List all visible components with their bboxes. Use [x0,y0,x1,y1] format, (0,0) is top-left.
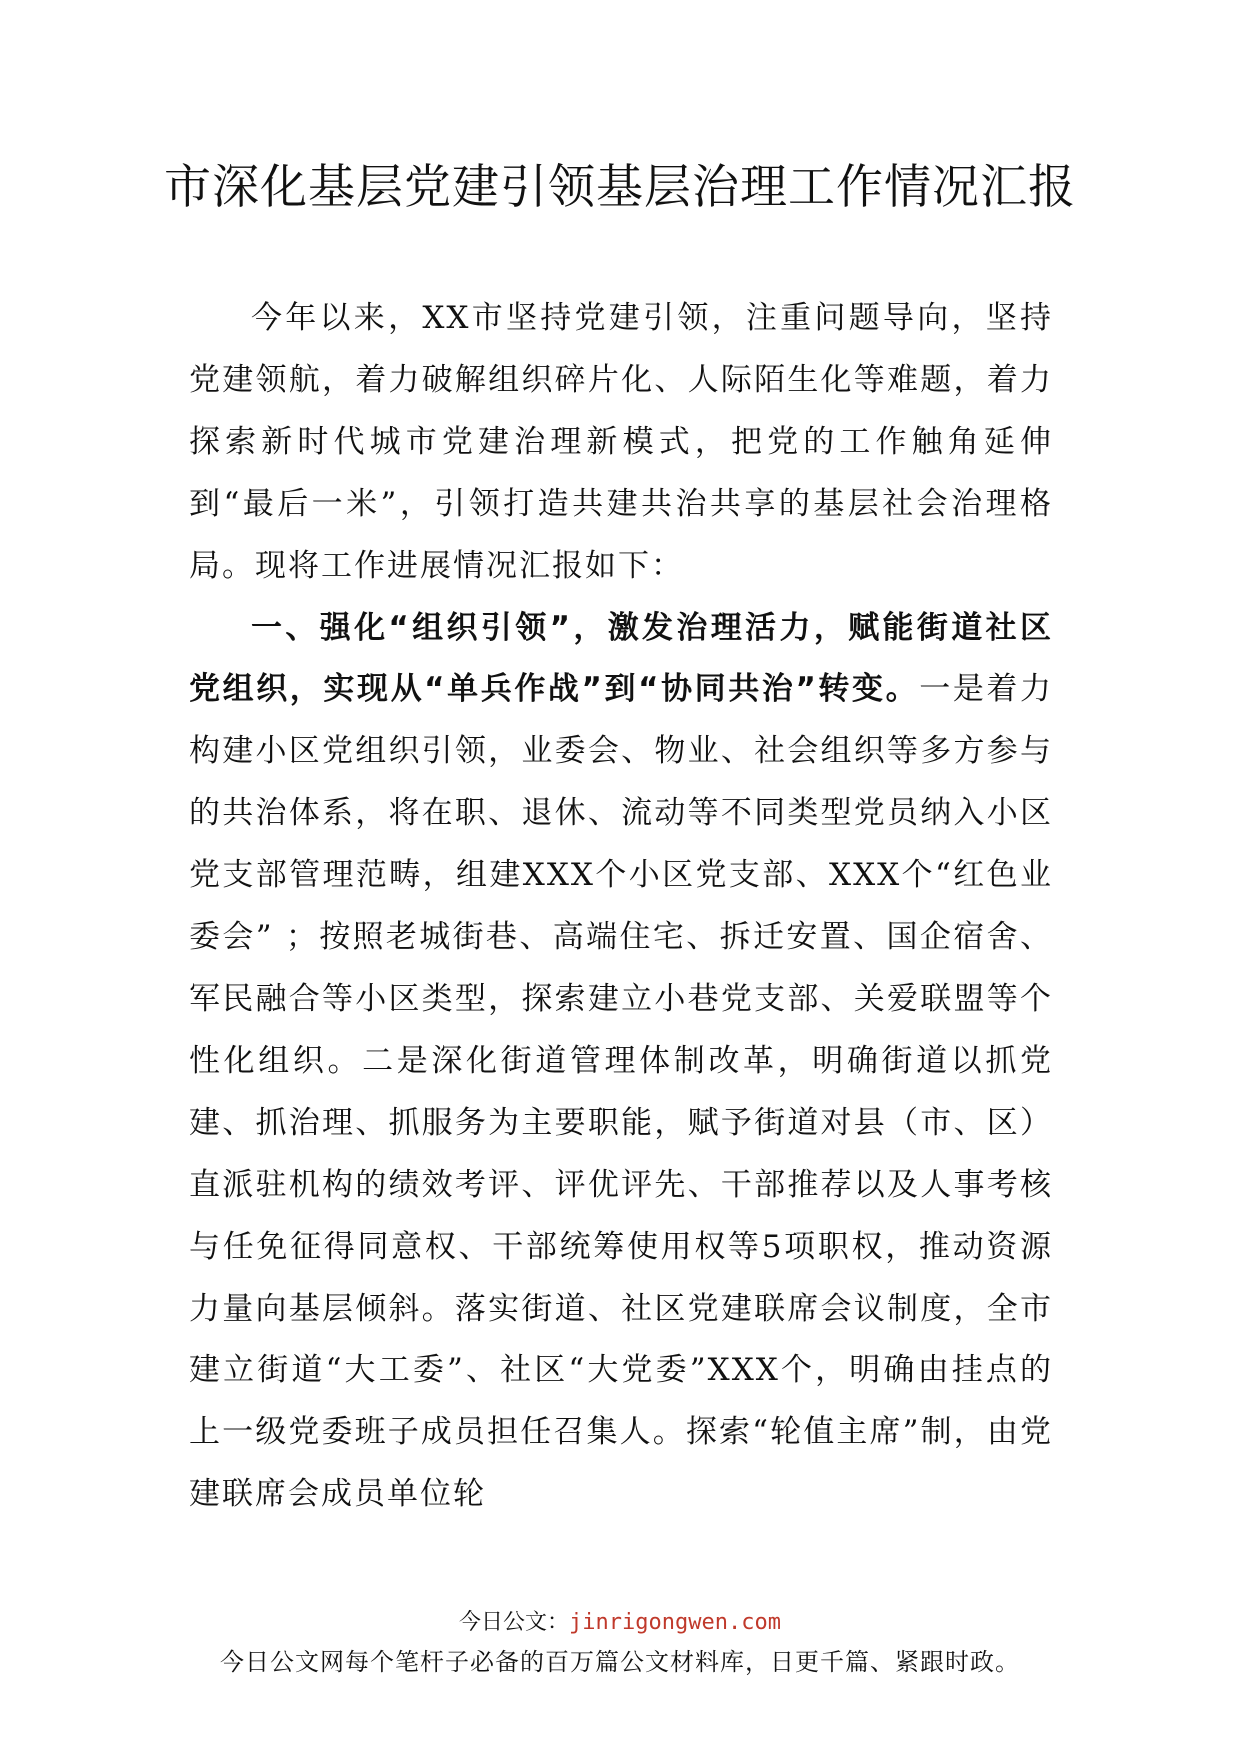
page-title: 市深化基层党建引领基层治理工作情况汇报 [164,160,1076,215]
footer-site-line [0,1605,1240,1636]
document-body [189,288,1053,1526]
section-1-paragraph [189,598,1053,1527]
footer-slogan: 今日公文网每个笔杆子必备的百万篇公文材料库，日更千篇、紧跟时政。 [220,1648,1020,1676]
section-1-heading: 一、强化“组织引领”，激发治理活力，赋能街道社区党组织，实现从“单兵作战”到“协同共治”转变。 [189,609,1053,708]
section-1-body: 一是着力构建小区党组织引领，业委会、物业、社会组织等多方参与的共治体系，将在职、退休、流动等不同类型党员纳入小区党支部管理范畴，组建XXX个小区党支部、XXX个“红色业委会” ；按照老城街巷、高端住宅、拆迁安置、国企宿舍、军民融合等小区类型，探索建立小巷党支部、关爱联盟等个性化组织。二是深化街道管理体制改革，明确街道以抓党建、抓治理、抓服务为主要职能，赋予街道对县（市、区）直派驻机构的绩效考评、评优评先、干部推荐以及人事考核与任免征得同意权、干部统筹使用权等5项职权，推动资源力量向基层倾斜。落实街道、社区党建联席会议制度，全市建立街道“大工委”、社区“大党委”XXX个，明确由挂点的上一级党委班子成员担任召集人。探索“轮值主席”制，由党建联席会成员单位轮 [189,671,1054,1513]
intro-paragraph: 今年以来，XX市坚持党建引领，注重问题导向，坚持党建领航，着力破解组织碎片化、人际陌生化等难题，着力探索新时代城市党建治理新模式，把党的工作触角延伸到“最后一米”，引领打造共建共治共享的基层社会治理格局。现将工作进展情况汇报如下： [189,300,1053,584]
footer-site-link[interactable]: jinrigongwen.com [569,1610,781,1635]
footer-site-label: 今日公文： [459,1610,570,1635]
